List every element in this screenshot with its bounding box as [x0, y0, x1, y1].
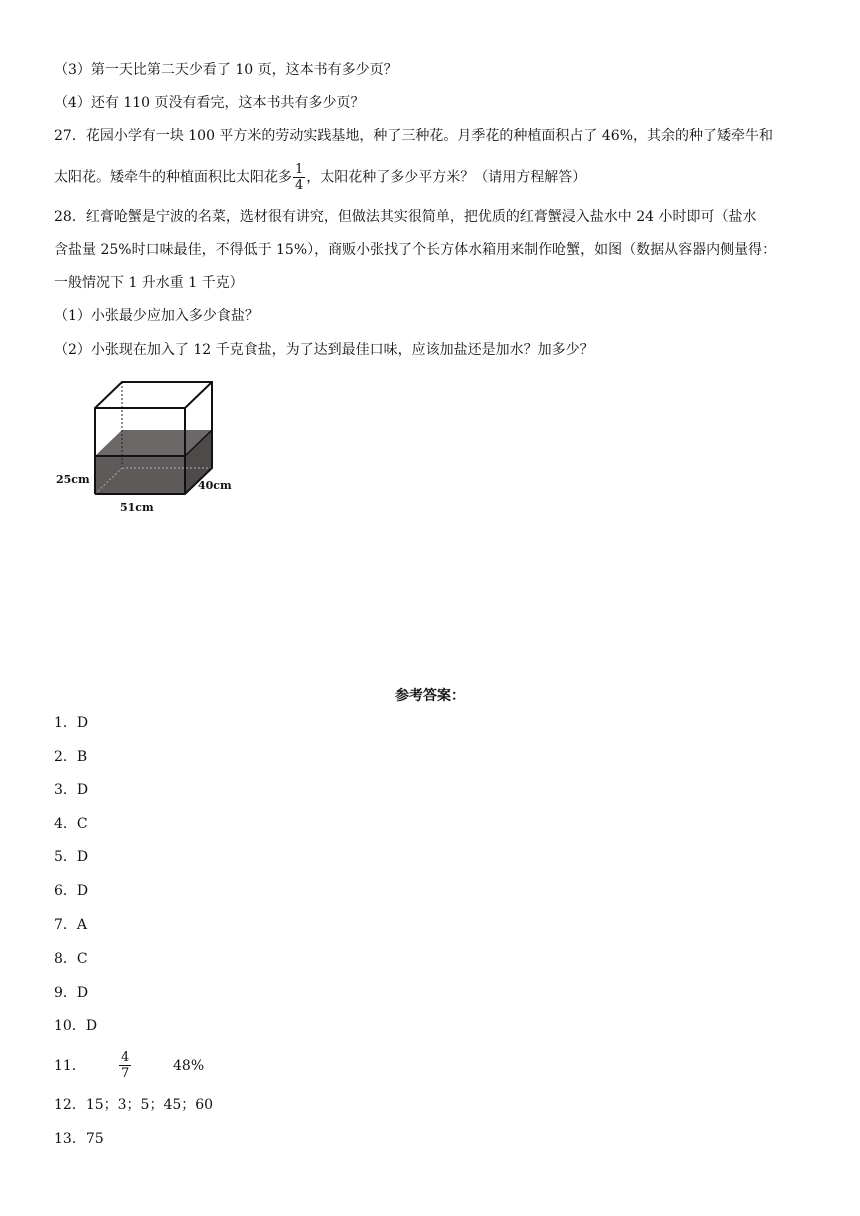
tank-figure — [50, 378, 250, 518]
answer-1: 1．D — [54, 715, 89, 731]
answer-11-prefix: 11． — [54, 1058, 86, 1074]
question-28-line3: 一般情况下 1 升水重 1 千克） — [54, 275, 244, 291]
fraction-four-sevenths — [119, 1050, 131, 1081]
answer-3: 3．D — [54, 782, 89, 798]
answer-5: 5．D — [54, 849, 89, 865]
answer-13: 13．75 — [54, 1131, 104, 1147]
fraction-one-quarter — [293, 162, 305, 193]
question-28-line2: 含盐量 25%时口味最佳，不得低于 15%），商贩小张找了个长方体水箱用来制作呛蟹，如图（数据从容器内侧量得： — [54, 242, 777, 258]
fraction-denominator: 7 — [121, 1066, 130, 1081]
question-28-line1: 28．红膏呛蟹是宁波的名菜，选材很有讲究，但做法其实很简单，把优质的红膏蟹浸入盐水中 24 小时即可（盐水 — [54, 209, 757, 225]
fraction-numerator: 4 — [121, 1050, 130, 1065]
answer-6: 6．D — [54, 883, 89, 899]
water-front-face — [95, 456, 185, 494]
answer-2: 2．B — [54, 749, 88, 765]
question-27-line1: 27．花园小学有一块 100 平方米的劳动实践基地，种了三种花。月季花的种植面积占了 46%，其余的种了矮牵牛和 — [54, 128, 774, 144]
width-label: 40cm — [198, 479, 232, 492]
question-27-line2 — [54, 162, 586, 193]
answer-7: 7．A — [54, 917, 88, 933]
answer-11-percent: 48% — [173, 1058, 205, 1074]
cuboid-diagram — [50, 378, 250, 518]
question-28-2: （2）小张现在加入了 12 千克食盐，为了达到最佳口味，应该加盐还是加水？加多少？ — [54, 342, 594, 358]
answer-9: 9．D — [54, 985, 89, 1001]
fraction-denominator: 4 — [295, 178, 304, 193]
question-27-text-b: ，太阳花种了多少平方米？（请用方程解答） — [306, 169, 587, 186]
question-26-3: （3）第一天比第二天少看了 10 页，这本书有多少页？ — [54, 62, 398, 78]
answer-10: 10．D — [54, 1018, 98, 1034]
answers-heading: 参考答案： — [395, 688, 465, 704]
question-28-1: （1）小张最少应加入多少食盐？ — [54, 308, 259, 324]
question-26-4: （4）还有 110 页没有看完，这本书共有多少页？ — [54, 95, 365, 111]
fraction-numerator: 1 — [295, 162, 304, 177]
answer-11-fraction — [118, 1050, 132, 1081]
height-label: 25cm — [56, 473, 90, 486]
top-edges — [95, 382, 212, 408]
length-label: 51cm — [120, 501, 154, 514]
answer-4: 4．C — [54, 816, 88, 832]
answer-12: 12．15；3；5；45；60 — [54, 1097, 214, 1113]
question-27-text-a: 太阳花。矮牵牛的种植面积比太阳花多 — [54, 169, 292, 186]
answer-8: 8．C — [54, 951, 88, 967]
